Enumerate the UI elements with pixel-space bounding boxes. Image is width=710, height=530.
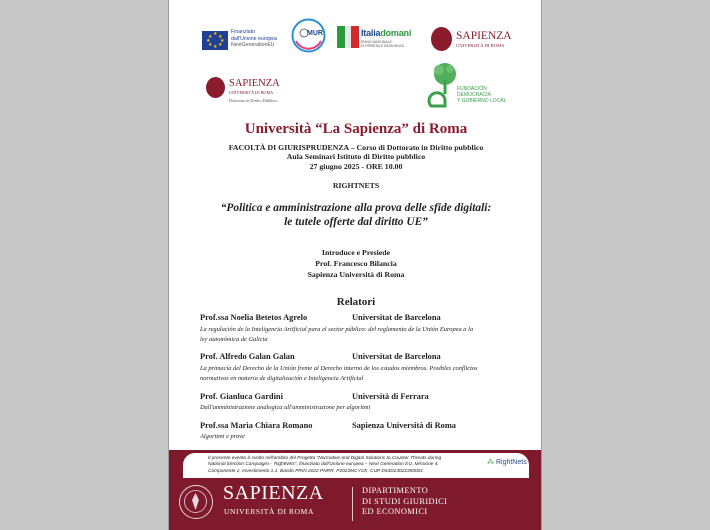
project-name: RIGHTNETS [332,181,380,190]
italia-sub1: PIANO NAZIONALE [361,40,392,44]
note-line2: National Election Campaigns - RightNets”, finanziato dall'Unione europea – Next Generation EU, Missione 4, [208,462,439,468]
italia-sub2: DI RIPRESA E RESILIENZA [361,44,404,49]
footer-sapienza-sub: UNIVERSITÀ DI ROMA [224,507,314,516]
dept-line2: DI STUDI GIURIDICI [362,496,448,506]
mur-logo [290,17,327,54]
sapienza-sub: UNIVERSITÀ DI ROMA [456,43,505,48]
eu-flag-icon: ★ ★ ★ ★ ★ ★ ★ ★ [202,31,228,50]
sapienza-sub-2: UNIVERSITÀ DI ROMA [229,90,274,95]
sapienza-word: SAPIENZA [456,30,512,42]
sapienza-doctorate-logo [206,76,286,106]
doctorate-caption: Dottorato in Diritto Pubblico [229,98,278,103]
topic-line: La primacía del Derecho de la Unión frente al Derecho interno de los estados miembros. Posibles conflictos [200,365,478,372]
intro-label: Introduce e Presiede [321,248,391,257]
department-name [362,486,447,518]
speaker-university: Sapienza Università di Roma [352,421,456,430]
speaker-name: Prof. Gianluca Gardini [200,392,283,401]
event-title [169,201,542,229]
fund-line3: Y GOBIERNO LOCAL [457,98,507,104]
fund-line2: DEMOCRACIA [457,92,491,98]
eu-logo-line3: NextGenerationEU [231,42,275,48]
note-line1: Il presente evento è svolto nell'ambito del Progetto “Normative and Digital Solutions to Counter Threats during [208,456,442,461]
topic-line: ley autonómica de Galicia [200,336,268,344]
eu-logo-line2: dall'Unione europea [231,35,277,42]
room-line: Aula Seminari Istituto di Diritto pubblico [286,152,426,162]
eu-logo-line1: Finanziato [231,29,255,35]
speakers-heading: Relatori [336,296,376,308]
intro-block [169,248,542,280]
italiadomani-logo [337,25,412,55]
fund-line1: FUNDACIÓN [457,86,487,92]
eu-funding-logo [202,29,292,53]
sapienza-word-2: SAPIENZA [229,78,280,89]
footer-divider [352,487,353,521]
network-icon: ⁂ [487,459,494,466]
domani-word: domani [380,28,412,38]
intro-name: Prof. Francesco Bilancia [315,258,397,268]
mur-label: MUR [307,30,323,37]
italy-flag-icon [337,26,359,48]
speaker-topic [200,403,515,413]
tree-icon [427,62,457,108]
speaker-name: Prof.ssa Maria Chiara Romano [200,421,313,430]
rightnets-label: RightNets [495,459,527,466]
date-line: 27 giugno 2025 - ORE 10.00 [309,161,403,171]
fundacion-logo [427,62,517,108]
event-details [169,143,542,171]
sapienza-logo [431,27,511,53]
dept-line1: DIPARTIMENTO [362,486,429,495]
sapienza-seal-icon [179,485,213,519]
speaker-topic [200,364,515,384]
speaker-name: Prof.ssa Noelia Betetos Agrelo [200,313,308,322]
event-poster [168,0,542,530]
sapienza-seal-icon [431,27,452,51]
title-line2: le tutele offerte dal diritto UE” [284,216,428,228]
speaker-name: Prof. Alfredo Galan Galan [200,352,295,361]
topic-line: normativos en materia de digitalización e Inteligencia Artificial [200,375,364,383]
speaker-university: Universitat de Barcelona [352,352,441,361]
rightnets-logo [487,458,527,466]
speaker-university: Universitat de Barcelona [352,313,441,322]
sapienza-seal-icon [206,77,225,98]
speaker-university: Università di Ferrara [352,392,429,401]
italia-word: Italia [361,28,381,38]
speaker-topic [200,325,515,345]
note-line3: Componente 2, Investimento 1.1, Bando PRIN 2022 PNRR, P2022MCYCK, CUP D53D23022350001 [208,468,424,474]
topic-line: Dall'amministrazione analogica all'amministrazione per algoritmi [200,404,371,411]
dept-line3: ED ECONOMICI [362,507,428,516]
topic-line: La regulación de la Inteligencia Artificial para el sector público: del reglamento de la Unión Europea a la [200,326,474,333]
funding-note [208,456,478,475]
faculty-line: FACOLTÀ DI GIURISPRUDENZA – Corso di Dottorato in Diritto pubblico [228,143,484,152]
intro-affiliation: Sapienza Università di Roma [307,269,405,279]
university-title: Università “La Sapienza” di Roma [244,121,468,137]
footer-sapienza-word: SAPIENZA [223,482,324,504]
speaker-topic [200,432,515,442]
topic-line: Algoritmi e prove [200,433,245,440]
title-line1: “Politica e amministrazione alla prova delle sfide digitali: [220,202,492,214]
